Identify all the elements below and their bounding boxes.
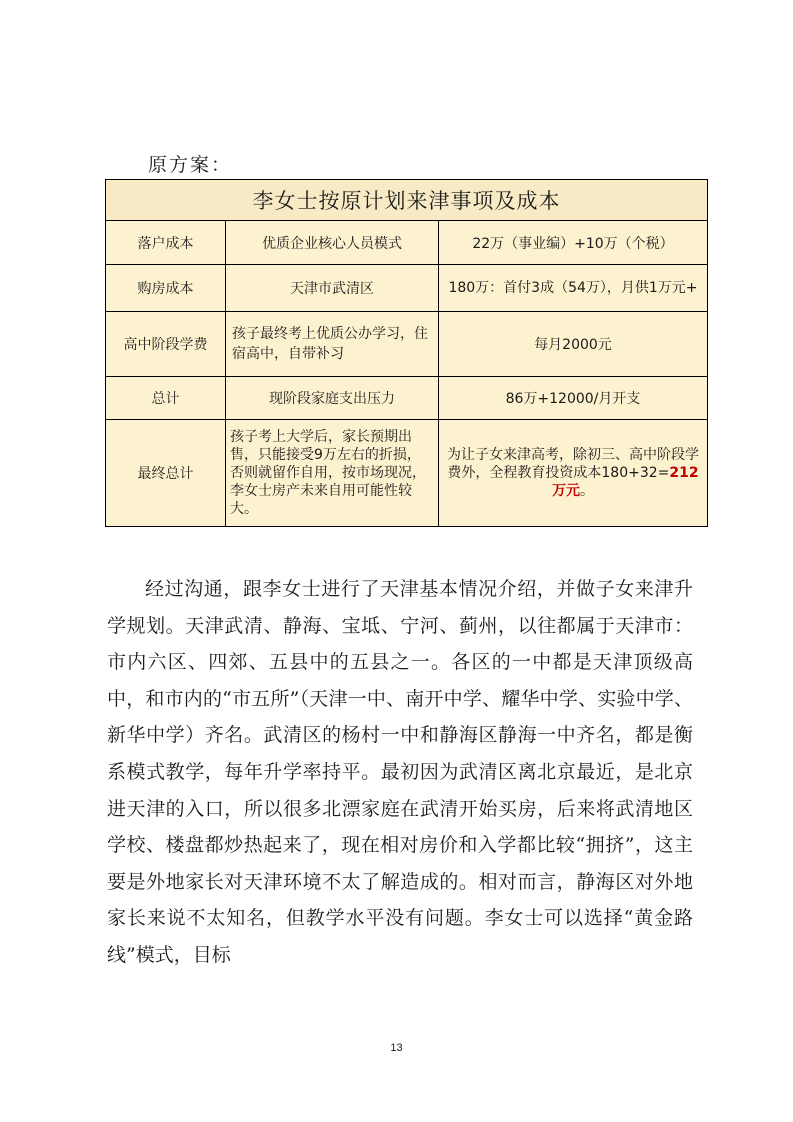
row-detail: 优质企业核心人员模式 [226,221,439,265]
row-cost [439,420,708,527]
cost-prefix: 为让子女来津高考，除初三、高中阶段学费外，全程教育投资成本180+32= [447,447,699,481]
row-label: 最终总计 [106,420,226,527]
row-cost: 22万（事业编）+10万（个税） [439,221,708,265]
row-detail: 现阶段家庭支出压力 [226,377,439,420]
row-detail: 孩子考上大学后，家长预期出售，只能接受9万左右的折损，否则就留作自用，按市场现况，李女士房产未来自用可能性较大。 [226,420,439,527]
row-cost: 180万：首付3成（54万），月供1万元+ [439,265,708,312]
row-detail: 孩子最终考上优质公办学习，住宿高中，自带补习 [226,312,439,377]
row-detail: 天津市武清区 [226,265,439,312]
table-row [106,265,708,312]
cost-suffix: 。 [580,483,594,499]
page-number: 13 [390,1042,403,1054]
row-label: 购房成本 [106,265,226,312]
row-cost: 每月2000元 [439,312,708,377]
table-row [106,312,708,377]
table-title: 李女士按原计划来津事项及成本 [106,180,708,221]
table-row [106,377,708,420]
row-label: 总计 [106,377,226,420]
row-label: 落户成本 [106,221,226,265]
intro-label: 原方案： [148,154,233,176]
cost-table [105,179,708,527]
table-title-row [106,180,708,221]
row-cost: 86万+12000/月开支 [439,377,708,420]
table-row [106,420,708,527]
row-label: 高中阶段学费 [106,312,226,377]
table-row [106,221,708,265]
total-highlight: 212万元 [552,465,699,499]
body-paragraph: 经过沟通，跟李女士进行了天津基本情况介绍，并做子女来津升学规划。天津武清、静海、宝坻、宁河、蓟州，以往都属于天津市：市内六区、四郊、五县中的五县之一。各区的一中都是天津顶级高中，和市内的“市五所”（天津一中、南开中学、耀华中学、实验中学、新华中学）齐名。武清区的杨村一中和静海区静海一中齐名，都是衡系模式教学，每年升学率持平。最初因为武清区离北京最近，是北京进天津的入口，所以很多北漂家庭在武清开始买房，后来将武清地区学校、楼盘都炒热起来了，现在相对房价和入学都比较“拥挤”，这主要是外地家长对天津环境不太了解造成的。相对而言，静海区对外地家长来说不太知名，但教学水平没有问题。李女士可以选择“黄金路线”模式，目标 [107,578,693,966]
body-paragraph-block [107,571,693,974]
